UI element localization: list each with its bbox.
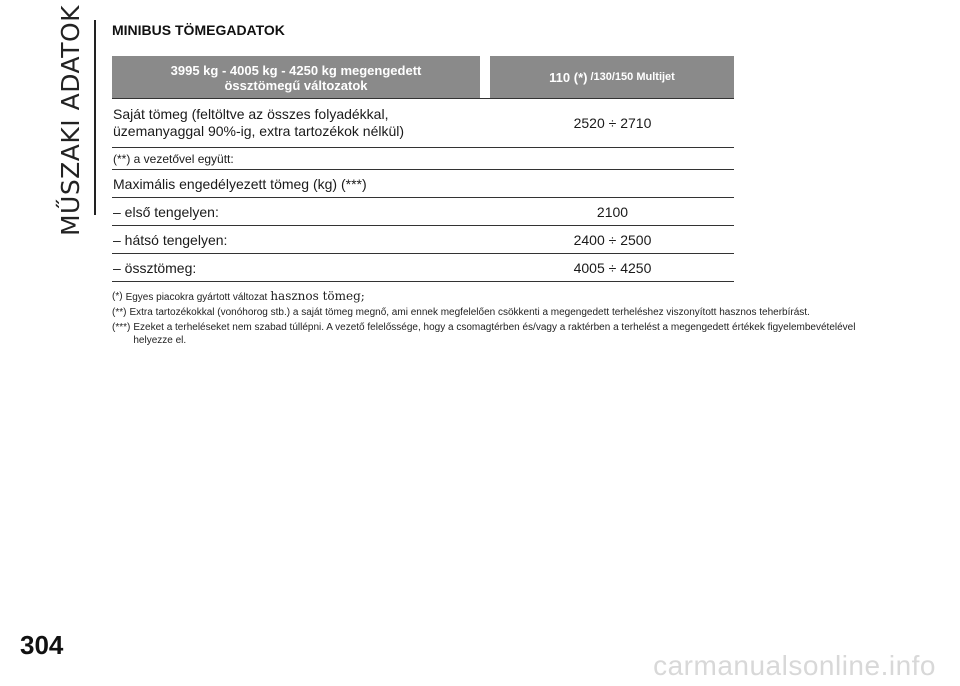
row-value: 2520 ÷ 2710 [573, 115, 652, 131]
header-right-sub: /130/150 Multijet [590, 71, 675, 83]
table-row [112, 226, 734, 254]
footnote-text: Extra tartozékokkal (vonóhorog stb.) a saját tömeg megnő, ami ennek megfelelően csökkenti a megengedett terheléshez viszonyított hasznos teherbírást. [129, 307, 810, 318]
row-value: 2400 ÷ 2500 [573, 231, 652, 248]
row-value: 4005 ÷ 4250 [573, 259, 652, 276]
footnote-text: Ezeket a terheléseket nem szabad túllépni. A vezető felelőssége, hogy a csomagtérben és/vagy a raktérben a terhelést a megengedett értékek figyelembevételével helyezze el. [133, 322, 856, 346]
footnote-mark: (*) [112, 291, 123, 302]
footnote-mark: (***) [112, 322, 131, 333]
table-row [112, 148, 734, 170]
row-label [112, 99, 491, 147]
table-row [112, 98, 734, 148]
row-label: (**) a vezetővel együtt: [113, 151, 234, 166]
header-right-cell [490, 56, 734, 98]
table-header [112, 56, 734, 98]
page-number: 304 [20, 630, 64, 660]
row-value: 2100 [596, 203, 629, 220]
footnote-mark: (**) [112, 307, 127, 318]
table-row [112, 198, 734, 226]
row-label: Maximális engedélyezett tömeg (kg) (***) [113, 175, 367, 192]
section-side-label [53, 4, 89, 236]
table-row [112, 254, 734, 282]
footnote [112, 306, 892, 319]
row-value [491, 170, 734, 197]
side-divider [94, 20, 96, 215]
header-left-line2: össztömegű változatok [224, 78, 368, 93]
row-value [491, 148, 734, 169]
footnote [112, 321, 892, 347]
row-label: – első tengelyen: [113, 203, 219, 220]
header-separator [480, 56, 490, 98]
header-left-cell [112, 56, 480, 98]
row-label-line1: Saját tömeg (feltöltve az összes folyadékkal, [113, 106, 389, 122]
mass-data-table [112, 56, 734, 282]
footnote-text: Egyes piacokra gyártott változat [125, 292, 268, 303]
footnotes [112, 290, 892, 349]
row-label: – hátsó tengelyen: [113, 231, 228, 248]
header-right-main: 110 (*) [549, 69, 588, 85]
table-row [112, 170, 734, 198]
section-side-label-text: MŰSZAKI ADATOK [56, 4, 86, 236]
row-label: – össztömeg: [113, 259, 197, 276]
header-left-line1: 3995 kg - 4005 kg - 4250 kg megengedett [170, 63, 422, 78]
row-label-line2: üzemanyaggal 90%-ig, extra tartozékok nélkül) [113, 123, 405, 139]
watermark: carmanualsonline.info [653, 650, 936, 681]
page-title: MINIBUS TÖMEGADATOK [112, 22, 285, 38]
footnote-serif-text: hasznos tömeg; [270, 289, 365, 303]
footnote [112, 290, 892, 304]
